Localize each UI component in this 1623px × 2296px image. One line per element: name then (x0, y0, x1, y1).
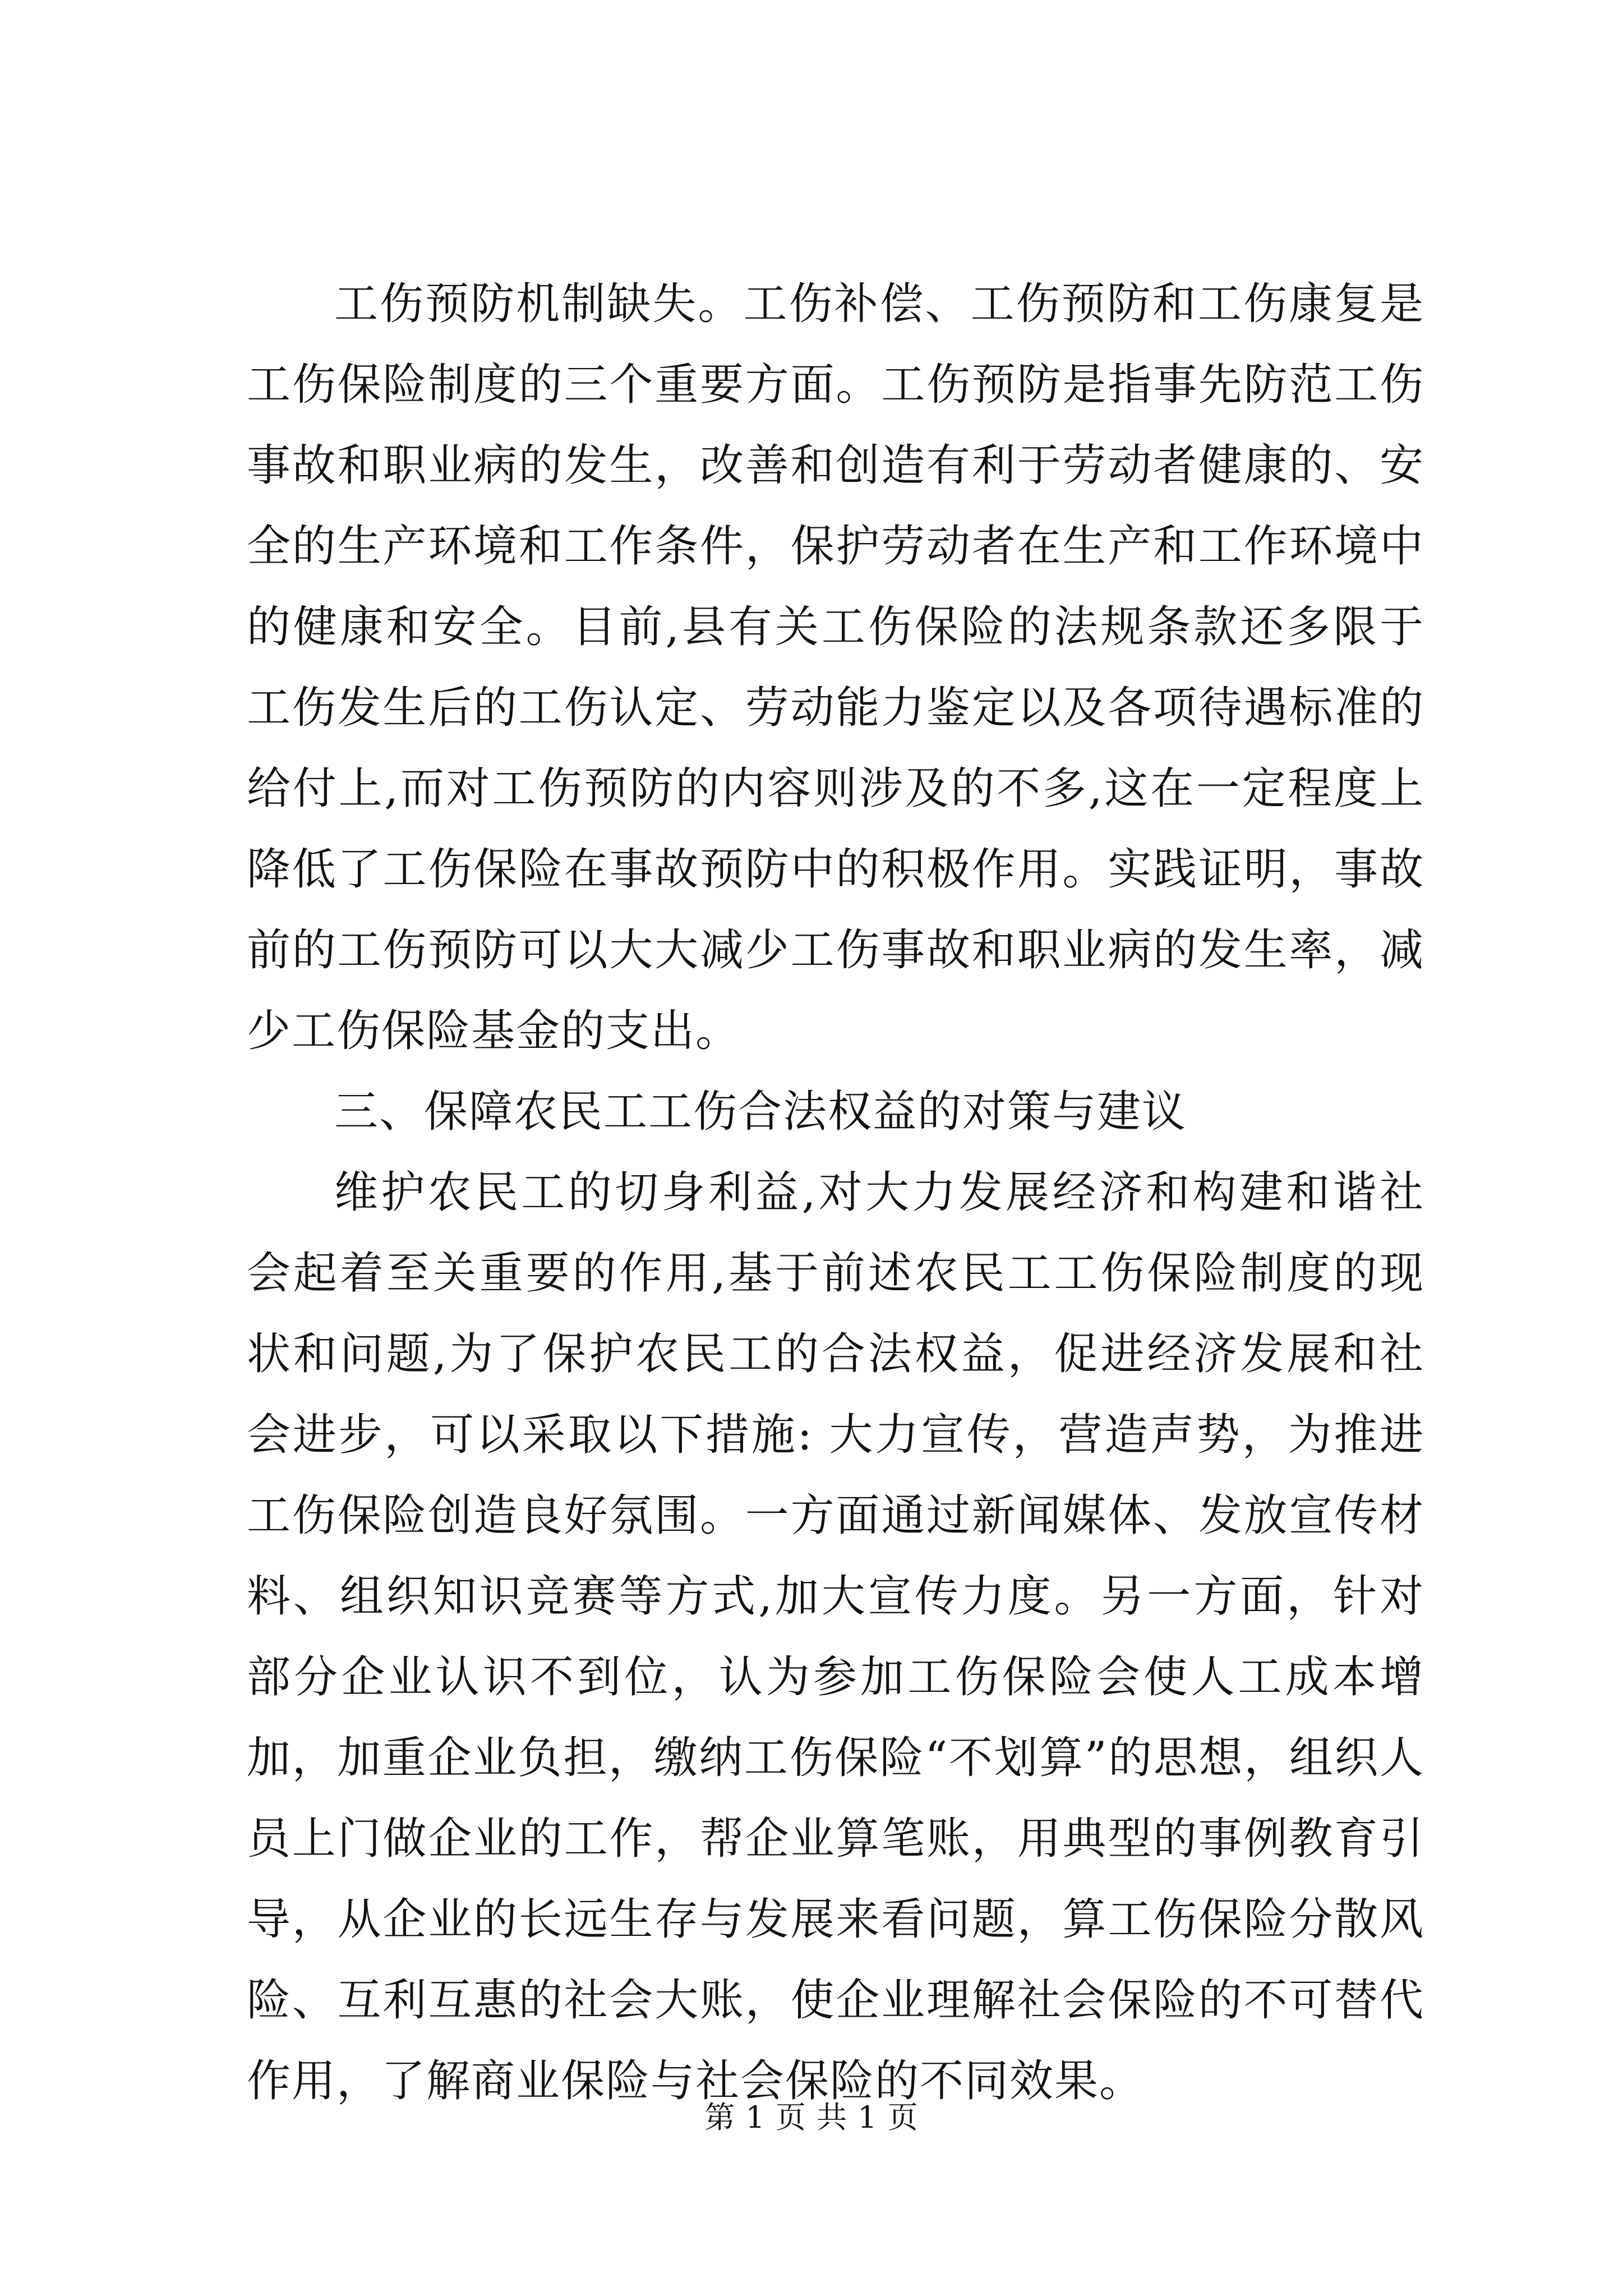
page-footer: 第 1 页 共 1 页 (704, 2100, 919, 2135)
document-body (247, 264, 1424, 2122)
section-heading: 三、保障农民工工伤合法权益的对策与建议 (334, 1087, 1187, 1137)
paragraph-work-injury-prevention: 工伤预防机制缺失。工伤补偿、工伤预防和工伤康复是工伤保险制度的三个重要方面。工伤预防是指事先防范工伤事故和职业病的发生，改善和创造有利于劳动者健康的、安全的生产环境和工作条件，保护劳动者在生产和工作环境中的健康和安全。目前,县有关工伤保险的法规条款还多限于工伤发生后的工伤认定、劳动能力鉴定以及各项待遇标准的给付上,而对工伤预防的内容则涉及的不多,这在一定程度上降低了工伤保险在事故预防中的积极作用。实践证明，事故前的工伤预防可以大大减少工伤事故和职业病的发生率，减少工伤保险基金的支出。 (247, 279, 1424, 1056)
paragraph-countermeasures: 维护农民工的切身利益,对大力发展经济和构建和谐社会起着至关重要的作用,基于前述农民工工伤保险制度的现状和问题,为了保护农民工的合法权益，促进经济发展和社会进步，可以采取以下措施: 大力宣传，营造声势，为推进工伤保险创造良好氛围。一方面通过新闻媒体、发放宣传材料、组织知识竞赛等方式,加大宣传力度。另一方面，针对部分企业认识不到位，认为参加工伤保险会使人工成本增加，加重企业负担，缴纳工伤保险“不划算”的思想，组织人员上门做企业的工作，帮企业算笔账，用典型的事例教育引导，从企业的长远生存与发展来看问题，算工伤保险分散风险、互利互惠的社会大账，使企业理解社会保险的不可替代作用，了解商业保险与社会保险的不同效果。 (247, 1167, 1424, 2106)
